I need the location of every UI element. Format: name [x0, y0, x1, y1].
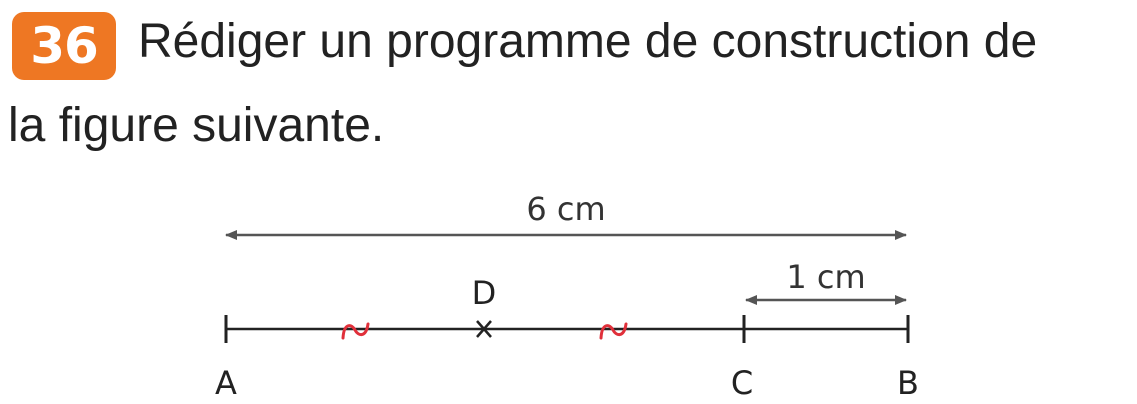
point-label-c: C — [730, 364, 754, 402]
exercise-prompt-line-1: Rédiger un programme de construction de — [138, 15, 1038, 68]
point-label-b: B — [897, 364, 919, 402]
point-label-a: A — [215, 364, 237, 402]
exercise-number-badge: 36 — [12, 12, 116, 80]
cb-length-label: 1 cm — [786, 258, 866, 296]
total-length-label: 6 cm — [526, 190, 606, 228]
point-label-d: D — [471, 274, 497, 312]
equal-length-mark-ad — [343, 324, 368, 338]
exercise-prompt-line-2: la figure suivante. — [8, 99, 385, 152]
equal-length-mark-dc — [601, 324, 626, 338]
